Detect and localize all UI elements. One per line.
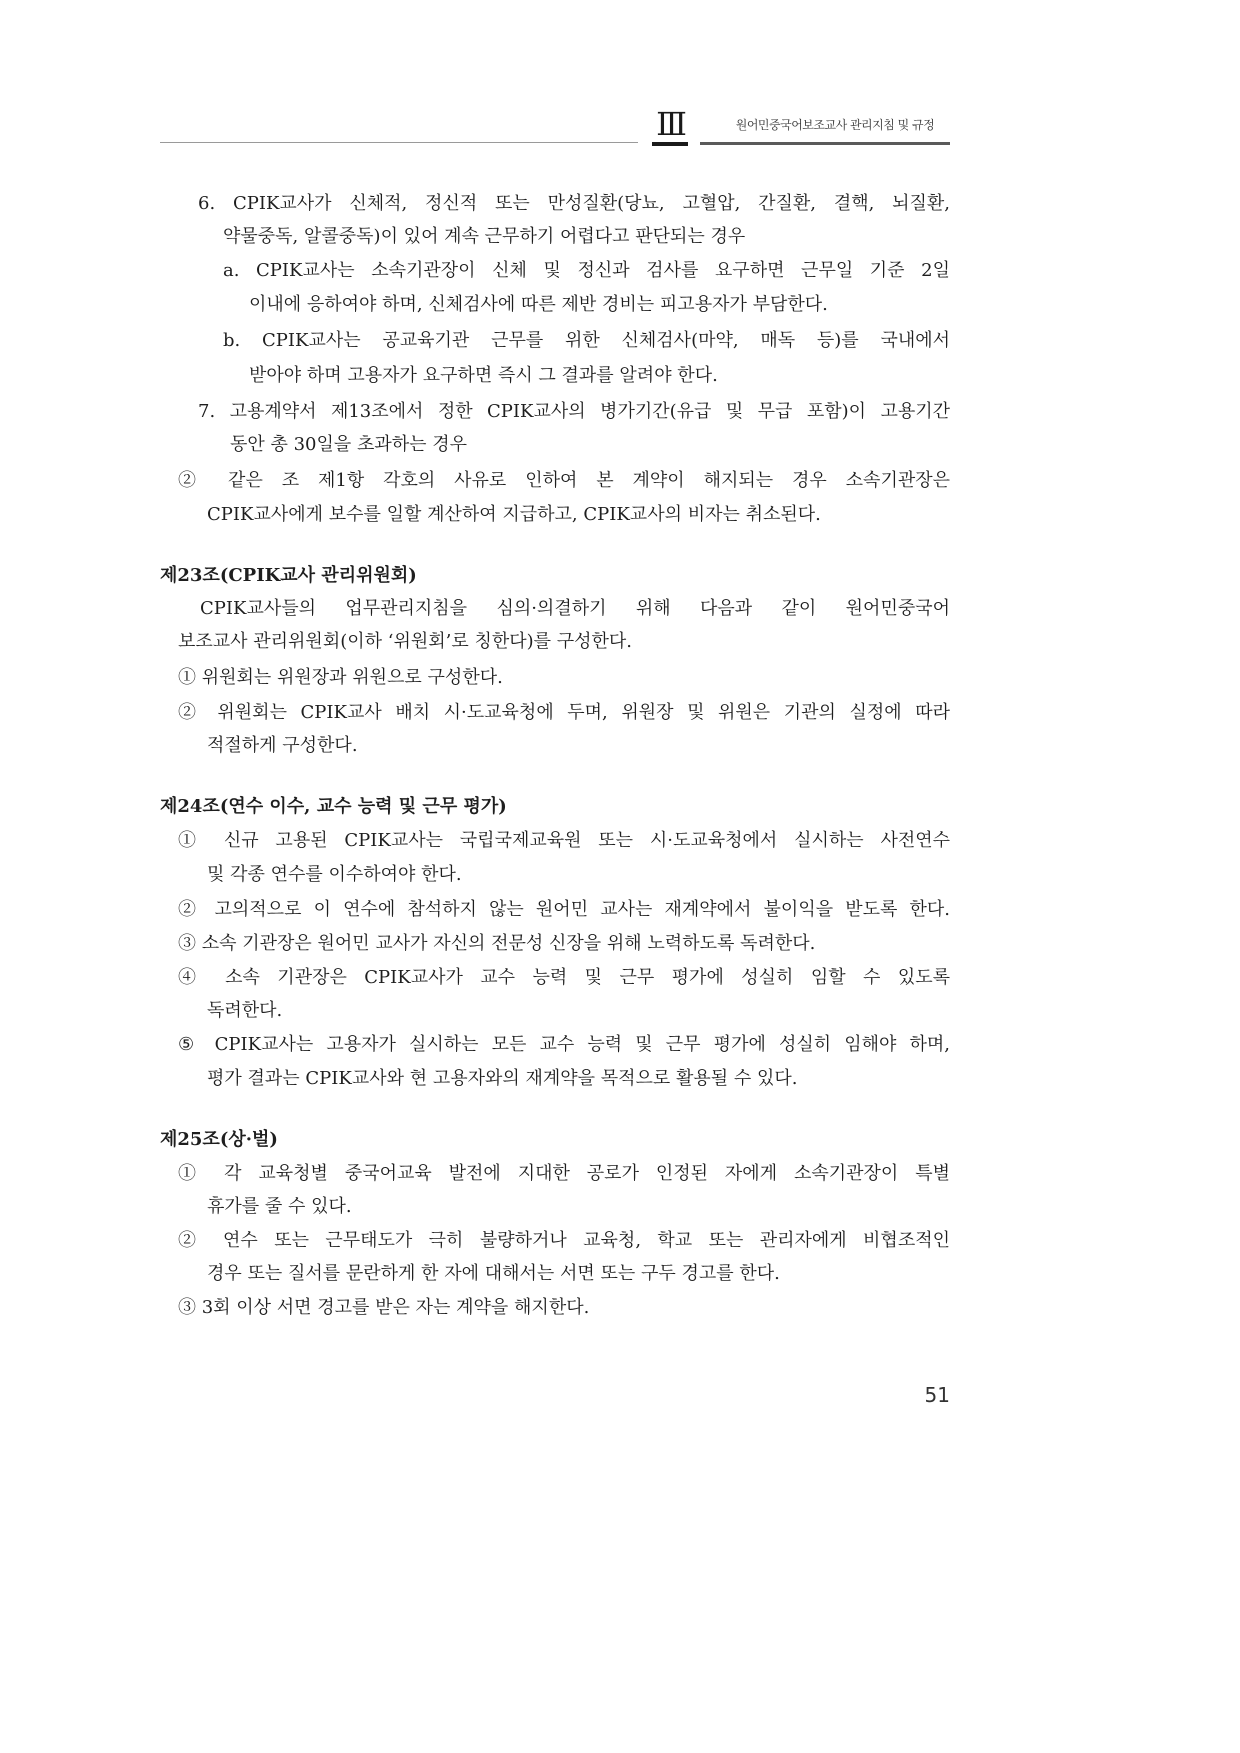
body-line: ① 신규 고용된 CPIK교사는 국립국제교육원 또는 시·도교육청에서 실시하는 사전연수 xyxy=(178,830,950,851)
article-heading: 제25조(상·벌) xyxy=(160,1129,278,1150)
body-line: ② 연수 또는 근무태도가 극히 불량하거나 교육청, 학교 또는 관리자에게 비협조적인 xyxy=(178,1230,950,1251)
body-line: ① 위원회는 위원장과 위원으로 구성한다. xyxy=(178,667,503,688)
header-rule-right xyxy=(700,142,950,145)
body-line: 약물중독, 알콜중독)이 있어 계속 근무하기 어렵다고 판단되는 경우 xyxy=(223,226,746,247)
article-heading: 제24조(연수 이수, 교수 능력 및 근무 평가) xyxy=(160,796,507,817)
body-line: CPIK교사에게 보수를 일할 계산하여 지급하고, CPIK교사의 비자는 취소된다. xyxy=(207,504,821,525)
body-line: ③ 3회 이상 서면 경고를 받은 자는 계약을 해지한다. xyxy=(178,1297,590,1318)
chapter-number: Ⅲ xyxy=(656,105,684,143)
body-line: 휴가를 줄 수 있다. xyxy=(207,1196,352,1217)
running-header-title: 원어민중국어보조교사 관리지침 및 규정 xyxy=(735,118,935,132)
body-line: ⑤ CPIK교사는 고용자가 실시하는 모든 교수 능력 및 근무 평가에 성실히 임해야 하며, xyxy=(178,1034,950,1055)
body-line: ④ 소속 기관장은 CPIK교사가 교수 능력 및 근무 평가에 성실히 임할 수 있도록 xyxy=(178,967,950,988)
body-line: 평가 결과는 CPIK교사와 현 고용자와의 재계약을 목적으로 활용될 수 있다. xyxy=(207,1068,798,1089)
body-line: CPIK교사들의 업무관리지침을 심의·의결하기 위해 다음과 같이 원어민중국어 xyxy=(200,598,950,619)
body-line: ② 고의적으로 이 연수에 참석하지 않는 원어민 교사는 재계약에서 불이익을 받도록 한다. xyxy=(178,899,950,920)
body-line: 보조교사 관리위원회(이하 ‘위원회’로 칭한다)를 구성한다. xyxy=(178,631,633,652)
body-line: 독려한다. xyxy=(207,1000,283,1021)
body-line: 동안 총 30일을 초과하는 경우 xyxy=(230,434,468,455)
body-line: 받아야 하며 고용자가 요구하면 즉시 그 결과를 알려야 한다. xyxy=(249,365,718,386)
body-line: 이내에 응하여야 하며, 신체검사에 따른 제반 경비는 피고용자가 부담한다. xyxy=(249,294,828,315)
body-line: 적절하게 구성한다. xyxy=(207,735,358,756)
article-heading: 제23조(CPIK교사 관리위원회) xyxy=(160,565,417,586)
body-line: b. CPIK교사는 공교육기관 근무를 위한 신체검사(마약, 매독 등)를 국내에서 xyxy=(223,330,950,351)
body-line: 경우 또는 질서를 문란하게 한 자에 대해서는 서면 또는 구두 경고를 한다. xyxy=(207,1263,780,1284)
body-line: 및 각종 연수를 이수하여야 한다. xyxy=(207,864,462,885)
body-line: a. CPIK교사는 소속기관장이 신체 및 정신과 검사를 요구하면 근무일 기준 2일 xyxy=(223,260,950,281)
page-number: 51 xyxy=(924,1383,950,1407)
body-line: ② 위원회는 CPIK교사 배치 시·도교육청에 두며, 위원장 및 위원은 기관의 실정에 따라 xyxy=(178,702,950,723)
body-line: ③ 소속 기관장은 원어민 교사가 자신의 전문성 신장을 위해 노력하도록 독려한다. xyxy=(178,933,816,954)
chapter-underline xyxy=(652,142,688,146)
header-rule-left xyxy=(160,142,638,143)
body-line: ② 같은 조 제1항 각호의 사유로 인하여 본 계약이 해지되는 경우 소속기관장은 xyxy=(178,470,950,491)
body-line: 6. CPIK교사가 신체적, 정신적 또는 만성질환(당뇨, 고혈압, 간질환, 결핵, 뇌질환, xyxy=(198,193,950,214)
body-line: ① 각 교육청별 중국어교육 발전에 지대한 공로가 인정된 자에게 소속기관장이 특별 xyxy=(178,1163,950,1184)
body-line: 7. 고용계약서 제13조에서 정한 CPIK교사의 병가기간(유급 및 무급 포함)이 고용기간 xyxy=(198,401,950,422)
